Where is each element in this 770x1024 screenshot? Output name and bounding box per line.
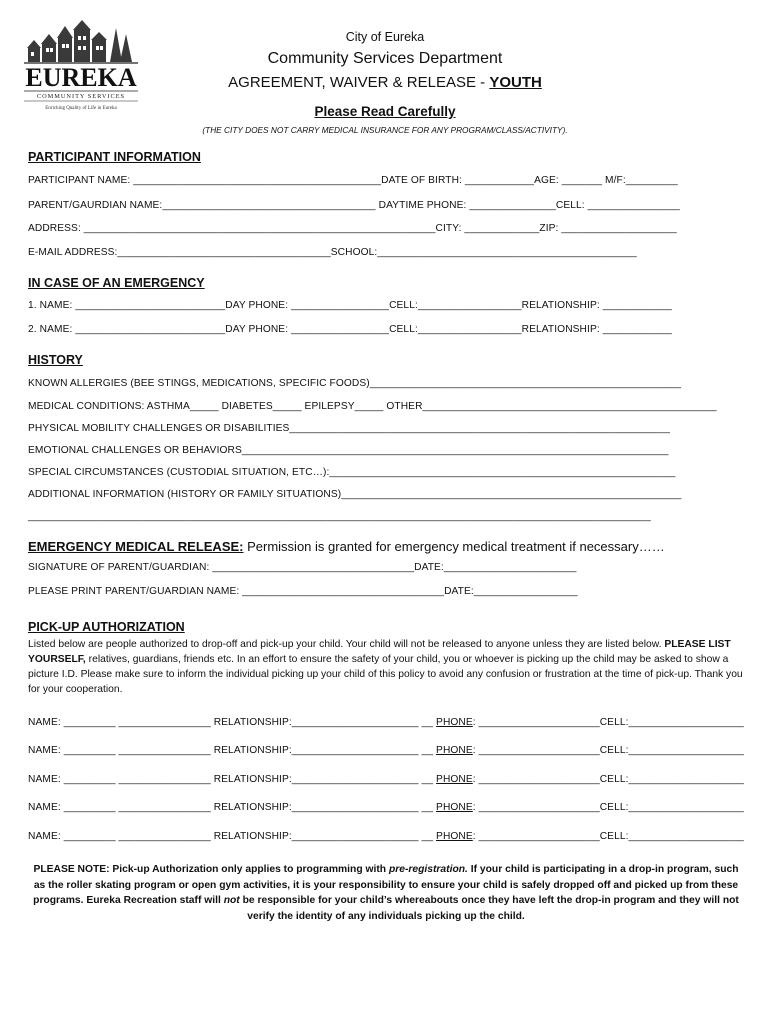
print-name-line[interactable]: PLEASE PRINT PARENT/GUARDIAN NAME: ___________________________________DATE:__________________ <box>28 586 578 597</box>
medical-release-text: Permission is granted for emergency medical treatment if necessary…… <box>243 539 665 554</box>
pickup-row[interactable]: NAME: _________ ________________ RELATIONSHIP:______________________ __ PHONE: _____________________CELL:____________________ <box>28 717 744 728</box>
pickup-row[interactable]: NAME: _________ ________________ RELATIONSHIP:______________________ __ PHONE: _____________________CELL:____________________ <box>28 831 744 842</box>
pickup-heading: PICK-UP AUTHORIZATION <box>28 620 185 634</box>
pickup-row[interactable]: NAME: _________ ________________ RELATIONSHIP:______________________ __ PHONE: _____________________CELL:____________________ <box>28 745 744 756</box>
participant-name-line[interactable]: PARTICIPANT NAME: ___________________________________________DATE OF BIRTH: ____________AGE: _______ M/F:_________ <box>28 175 678 186</box>
department-name: Community Services Department <box>267 50 503 67</box>
email-school-line[interactable]: E-MAIL ADDRESS:_____________________________________SCHOOL:_____________________________________________ <box>28 247 637 258</box>
city-name: City of Eureka <box>345 30 425 44</box>
form-title-prefix: AGREEMENT, WAIVER & RELEASE - <box>228 74 490 91</box>
medical-release-heading: EMERGENCY MEDICAL RELEASE: <box>28 539 244 554</box>
emergency-contact-1[interactable]: 1. NAME: __________________________DAY PHONE: _________________CELL:__________________RELATIONSHIP: ____________ <box>28 300 672 311</box>
mobility-line[interactable]: PHYSICAL MOBILITY CHALLENGES OR DISABILITIES__________________________________________________________________ <box>28 423 670 434</box>
additional-info-line[interactable]: ADDITIONAL INFORMATION (HISTORY OR FAMILY SITUATIONS)___________________________________________________________ <box>28 489 682 500</box>
medical-release <box>28 539 665 554</box>
read-carefully: Please Read Carefully <box>314 104 456 119</box>
signature-line[interactable]: SIGNATURE OF PARENT/GUARDIAN: ___________________________________DATE:_______________________ <box>28 562 577 573</box>
allergies-line[interactable]: KNOWN ALLERGIES (BEE STINGS, MEDICATIONS, SPECIFIC FOODS)______________________________________________________ <box>28 378 682 389</box>
medical-conditions-line[interactable]: MEDICAL CONDITIONS: ASTHMA_____ DIABETES_____ EPILEPSY_____ OTHER___________________________________________________ <box>28 401 717 412</box>
emergency-heading: IN CASE OF AN EMERGENCY <box>28 276 205 290</box>
additional-info-line-2[interactable]: ____________________________________________________________________________________________________________ <box>28 511 651 522</box>
pickup-row[interactable]: NAME: _________ ________________ RELATIONSHIP:______________________ __ PHONE: _____________________CELL:____________________ <box>28 802 744 813</box>
pickup-row[interactable]: NAME: _________ ________________ RELATIONSHIP:______________________ __ PHONE: _____________________CELL:____________________ <box>28 774 744 785</box>
parent-name-line[interactable]: PARENT/GAURDIAN NAME:_____________________________________ DAYTIME PHONE: _______________CELL: ________________ <box>28 200 680 211</box>
logo-tagline: Enriching Quality of Life in Eureka <box>45 106 117 111</box>
form-title <box>0 74 770 91</box>
logo-subtitle: COMMUNITY SERVICES <box>36 93 126 100</box>
history-heading: HISTORY <box>28 353 83 367</box>
address-line[interactable]: ADDRESS: _____________________________________________________________CITY: _____________ZIP: ____________________ <box>28 223 677 234</box>
form-title-youth: YOUTH <box>489 74 542 91</box>
logo-wordmark: EUREKA <box>25 63 137 92</box>
emergency-contact-2[interactable]: 2. NAME: __________________________DAY PHONE: _________________CELL:__________________RELATIONSHIP: ____________ <box>28 324 672 335</box>
insurance-note: (THE CITY DOES NOT CARRY MEDICAL INSURANCE FOR ANY PROGRAM/CLASS/ACTIVITY). <box>202 125 568 135</box>
pickup-paragraph: Listed below are people authorized to drop-off and pick-up your child. Your child will not be released to anyone unless they are listed below. PLEASE LIST YOURSELF, relatives, guardians, friends etc. In an effort to ensure the safety of your child, you or whoever is picking up the child may be asked to show a picture I.D. Please make sure to inform the individual picking up your child of this policy to avoid any confusion or frustration at the time of pick-up. Thank you for your cooperation. <box>28 639 743 695</box>
special-circumstances-line[interactable]: SPECIAL CIRCUMSTANCES (CUSTODIAL SITUATION, ETC…):____________________________________________________________ <box>28 467 676 478</box>
participant-heading: PARTICIPANT INFORMATION <box>28 150 201 164</box>
pickup-note: PLEASE NOTE: Pick-up Authorization only applies to programming with pre-registration. If your child is participating in a drop-in program, such as the roller skating program or open gym activities, it is your responsibility to ensure your child is safely dropped off and picked up from these programs. Eureka Recreation staff will not be responsible for your child’s whereabouts once they have left the drop-in program and they will not verify the identity of any individuals picking up the child. <box>33 864 739 922</box>
emotional-line[interactable]: EMOTIONAL CHALLENGES OR BEHAVIORS__________________________________________________________________________ <box>28 445 669 456</box>
